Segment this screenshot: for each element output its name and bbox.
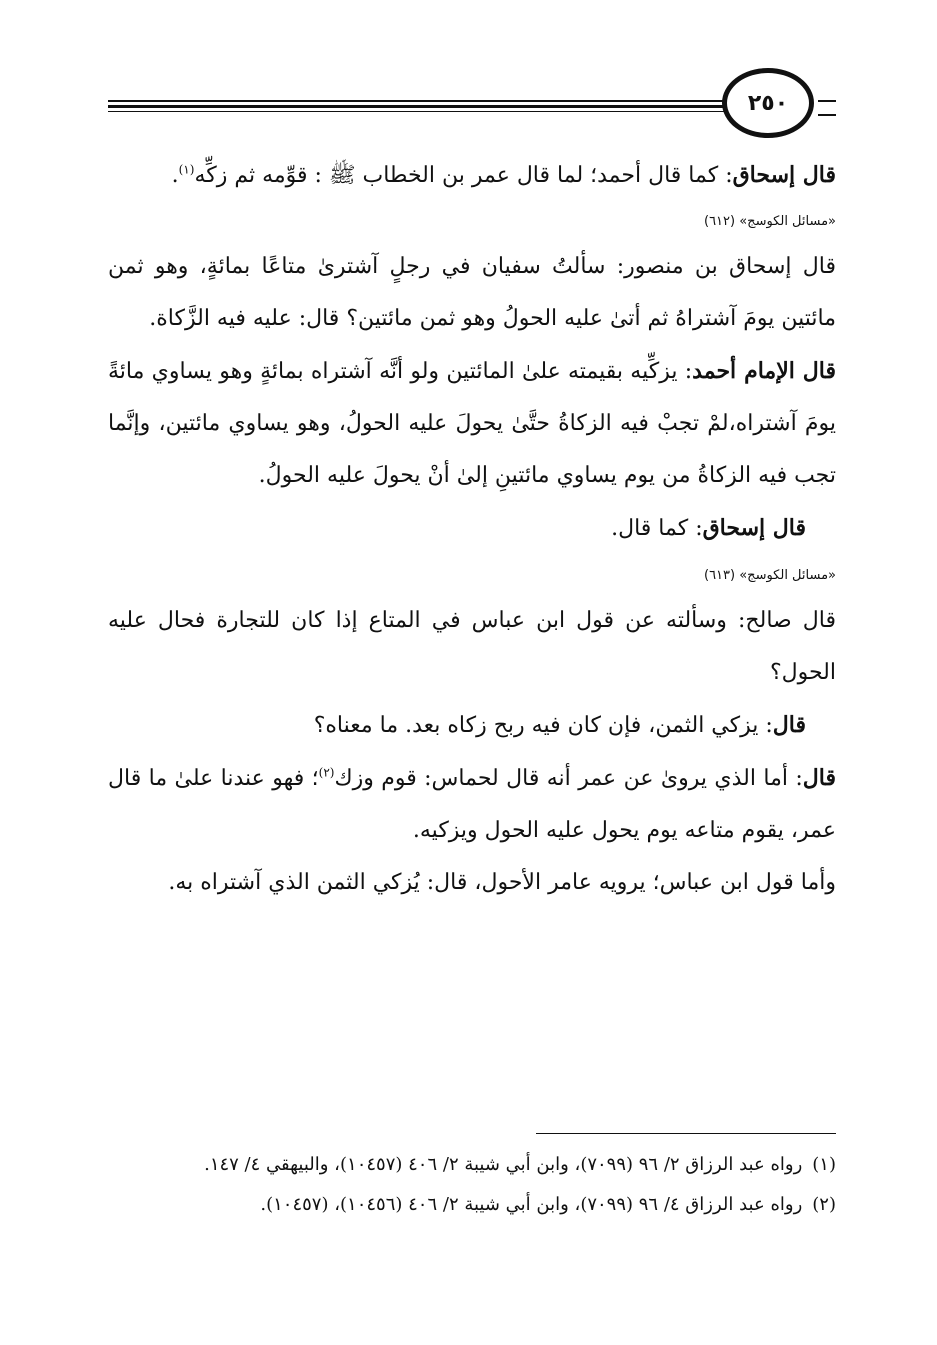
paragraph-text: : أما الذي يرویٰ عن عمر أنه قال لحماس: قوم وزك (334, 766, 803, 791)
footnote-number: (١) (812, 1154, 836, 1175)
paragraph-text: قال إسحاق بن منصور: سألتُ سفيان في رجلٍ آشترىٰ متاعًا بمائةٍ، وهو ثمن مائتين يومَ آشتراهُ ثم أتىٰ عليه الحولُ وهو ثمن مائتين؟ قال: عليه فيه الزَّكاة. (108, 254, 836, 331)
paragraph-text: قال صالح: وسألته عن قول ابن عباس في المتاع إذا كان للتجارة فحال عليه الحول؟ (108, 608, 836, 685)
page-header (108, 62, 836, 140)
paragraph (108, 150, 836, 201)
paragraph-text: : كما قال. (611, 516, 703, 541)
header-ornament (818, 100, 836, 116)
page-number-frame (722, 68, 814, 138)
footnote-text: رواه عبد الرزاق ٢/ ٩٦ (٧٠٩٩)، وابن أبي شيبة ٢/ ٤٠٦ (١٠٤٥٧)، والبيهقي ٤/ ١٤٧. (204, 1154, 803, 1175)
footnote-text: رواه عبد الرزاق ٤/ ٩٦ (٧٠٩٩)، وابن أبي شيبة ٢/ ٤٠٦ (١٠٤٥٦)، (١٠٤٥٧). (260, 1194, 803, 1215)
paragraph-text: : يزكي الثمن، فإن كان فيه ربح زكاه بعد. ما معناه؟ (313, 713, 773, 738)
footnote-divider (536, 1133, 836, 1134)
paragraph-text: . (171, 163, 179, 188)
speaker-label: قال (772, 712, 806, 738)
paragraph (108, 502, 836, 555)
header-rule (108, 100, 726, 102)
page-number: ٢٥٠ (747, 90, 789, 116)
footnote (108, 1148, 836, 1182)
paragraph (108, 241, 836, 345)
paragraph (108, 595, 836, 699)
footnote-marker[interactable]: (٢) (318, 765, 335, 780)
footnotes (108, 1148, 836, 1228)
paragraph-text: : يزكِّيه بقيمته علىٰ المائتين ولو أنَّه آشتراه بمائةٍ وهو يساوي مائةً يومَ آشتراه،لمْ تجبْ فيه الزكاةُ حتَّىٰ يحولَ عليه الحولُ، وهو يساوي مائتين، وإنَّما تجب فيه الزكاةُ من يوم يساوي مائتينِ إلىٰ أنْ يحولَ عليه الحولُ. (108, 359, 836, 488)
speaker-label: قال (802, 765, 836, 791)
footnote-number: (٢) (812, 1194, 836, 1215)
paragraph-text: وأما قول ابن عباس؛ يرويه عامر الأحول، قال: يُزكي الثمن الذي آشتراه به. (168, 870, 836, 895)
main-text (108, 150, 836, 909)
paragraph-text: : كما قال أحمد؛ لما قال عمر بن الخطاب ﷺ : قوِّمه ثم زكِّه (194, 163, 733, 188)
paragraph (108, 752, 836, 857)
paragraph-text: ؛ فهو عندنا علىٰ ما قال عمر، يقوم متاعه يوم يحول عليه الحول ويزكيه. (108, 766, 836, 843)
source-citation: «مسائل الكوسج» (٦١٣) (703, 568, 836, 583)
speaker-label: قال الإمام أحمد (692, 358, 836, 384)
paragraph (108, 857, 836, 909)
source-citation: «مسائل الكوسج» (٦١٢) (703, 214, 836, 229)
footnote-marker[interactable]: (١) (178, 162, 195, 177)
paragraph (108, 345, 836, 502)
speaker-label: قال إسحاق (732, 162, 836, 188)
paragraph (108, 699, 836, 752)
speaker-label: قال إسحاق (702, 515, 806, 541)
footnote (108, 1188, 836, 1222)
header-rule (108, 111, 726, 112)
header-rule (108, 105, 726, 108)
